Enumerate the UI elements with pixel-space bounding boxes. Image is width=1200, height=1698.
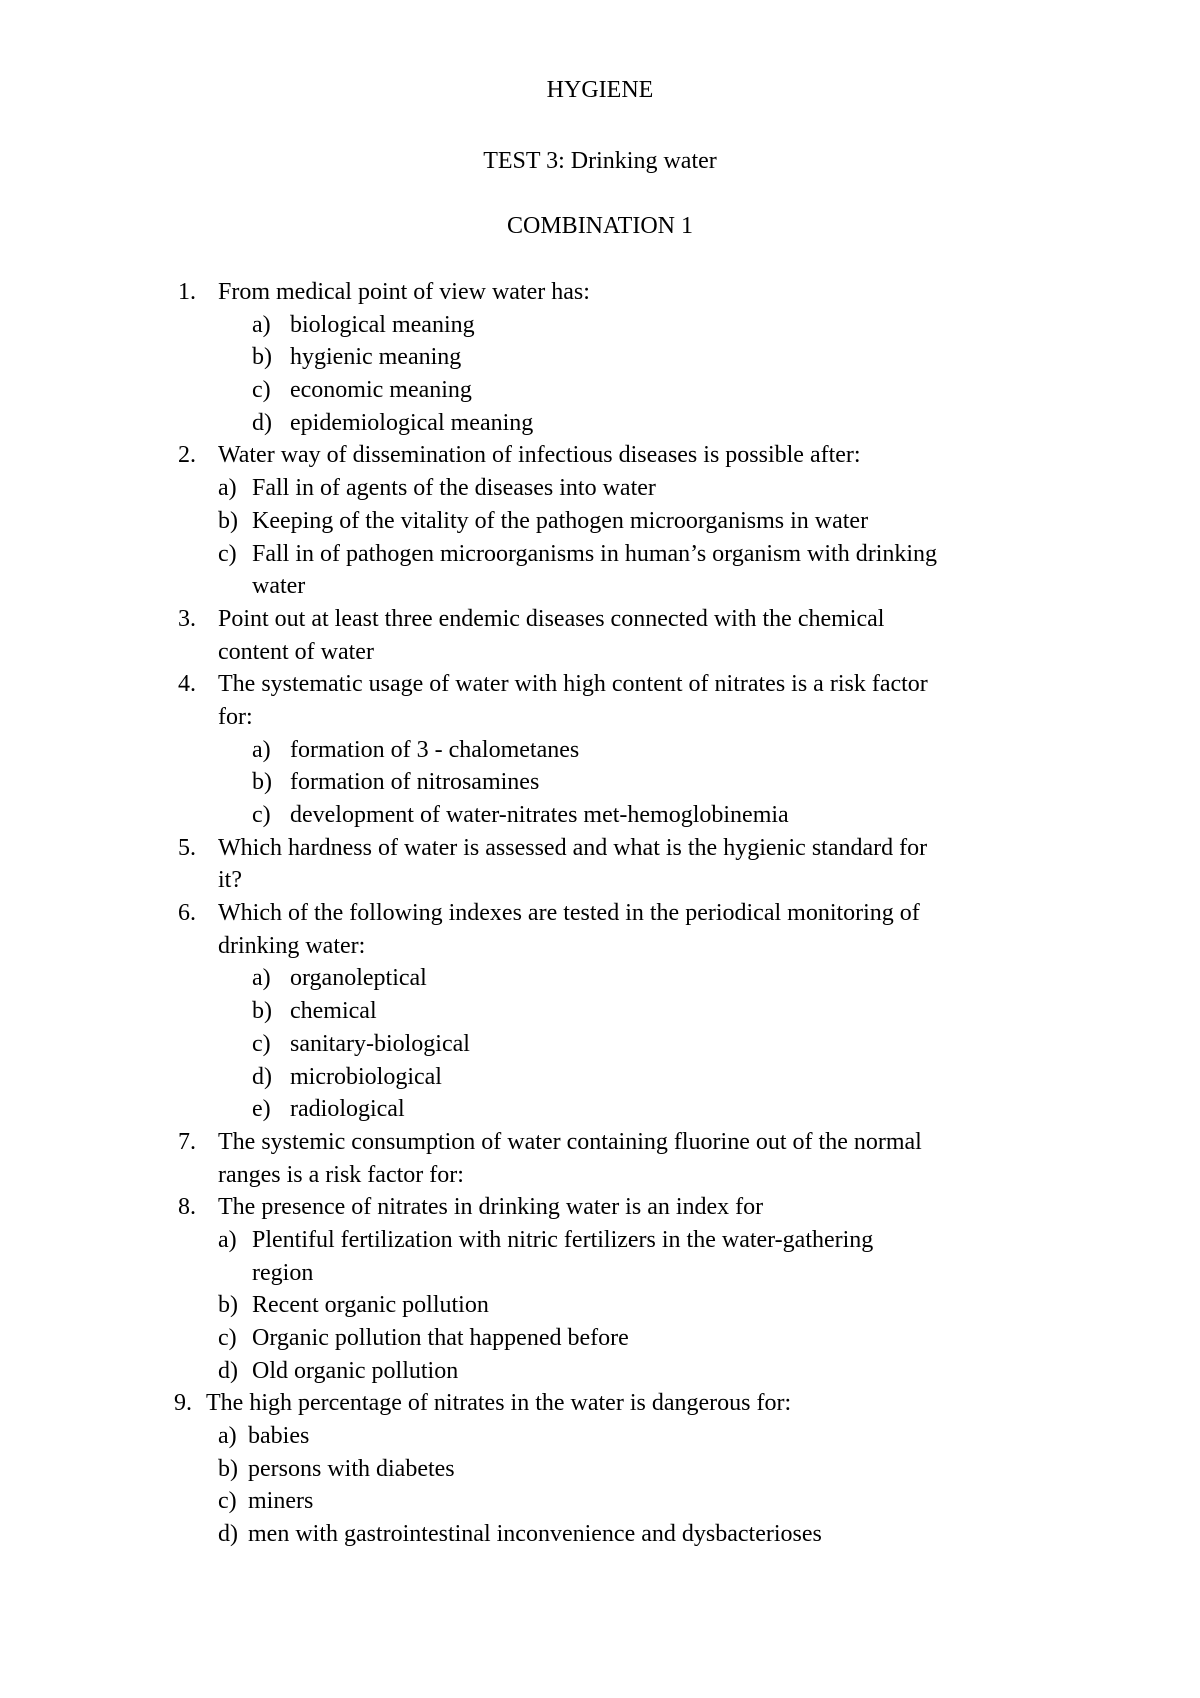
option-text: Keeping of the vitality of the pathogen microorganisms in water: [252, 507, 869, 534]
option: [0, 1322, 1200, 1355]
question-2: [0, 439, 1200, 472]
question-text: The systemic consumption of water containing fluorine out of the normal: [218, 1128, 922, 1155]
option-letter: b): [252, 769, 272, 796]
question-text: The high percentage of nitrates in the water is dangerous for:: [206, 1390, 792, 1417]
question-number: 7.: [178, 1128, 196, 1155]
option: [0, 1224, 1200, 1257]
option-text: Old organic pollution: [252, 1357, 459, 1384]
option-letter: b): [218, 1292, 238, 1319]
combination-title: COMBINATION 1: [507, 213, 693, 239]
question-text: Point out at least three endemic diseases connected with the chemical: [218, 605, 885, 632]
option: [0, 1093, 1200, 1126]
option-text: miners: [248, 1488, 314, 1515]
option-letter: d): [252, 409, 272, 436]
option-text: microbiological: [290, 1063, 442, 1090]
option: [0, 538, 1200, 571]
question-text: The systematic usage of water with high content of nitrates is a risk factor: [218, 671, 928, 698]
option-letter: e): [252, 1096, 271, 1123]
question-number: 4.: [178, 671, 196, 698]
option-text: region: [252, 1259, 314, 1286]
option-letter: c): [252, 1030, 271, 1057]
option-letter: d): [218, 1357, 238, 1384]
question-continuation: [0, 864, 1200, 897]
option-text: development of water-nitrates met-hemoglobinemia: [290, 802, 789, 828]
option: [0, 1485, 1200, 1518]
option-text: organoleptical: [290, 965, 427, 992]
document-title: HYGIENE: [546, 77, 654, 103]
option-text: persons with diabetes: [248, 1455, 455, 1482]
option-letter: a): [252, 965, 271, 992]
test-title: TEST 3: Drinking water: [483, 148, 717, 174]
question-5: [0, 832, 1200, 865]
question-list: [0, 276, 1200, 1551]
option-text: Fall in of pathogen microorganisms in human’s organism with drinking: [252, 540, 938, 567]
option-continuation: [0, 1257, 1200, 1290]
option: [0, 1061, 1200, 1094]
option: [0, 1453, 1200, 1486]
option-text: epidemiological meaning: [290, 409, 534, 436]
option-letter: a): [218, 475, 237, 502]
question-continuation: [0, 930, 1200, 963]
question-number: 3.: [178, 605, 196, 632]
option-letter: d): [252, 1063, 272, 1090]
option: [0, 962, 1200, 995]
question-text: From medical point of view water has:: [218, 279, 590, 305]
option-letter: b): [218, 1455, 238, 1482]
question-7: [0, 1126, 1200, 1159]
option: [0, 1028, 1200, 1061]
question-text: it?: [218, 867, 242, 894]
option-continuation: [0, 570, 1200, 603]
question-number: 5.: [178, 834, 196, 861]
option-letter: c): [252, 377, 271, 404]
question-text: drinking water:: [218, 932, 366, 959]
option-letter: a): [252, 736, 271, 763]
question-6: [0, 897, 1200, 930]
option: [0, 505, 1200, 538]
option-text: formation of nitrosamines: [290, 769, 540, 796]
option-text: water: [252, 573, 306, 600]
option-letter: c): [252, 802, 271, 828]
option: [0, 1518, 1200, 1551]
question-3: [0, 603, 1200, 636]
option: [0, 309, 1200, 342]
option-text: chemical: [290, 998, 377, 1025]
option: [0, 1289, 1200, 1322]
question-4: [0, 668, 1200, 701]
option: [0, 1420, 1200, 1453]
question-number: 2.: [178, 442, 196, 469]
option: [0, 734, 1200, 767]
option-letter: c): [218, 1325, 237, 1351]
question-number: 6.: [178, 900, 196, 927]
option-text: Plentiful fertilization with nitric fertilizers in the water-gathering: [252, 1226, 874, 1253]
question-text: ranges is a risk factor for:: [218, 1161, 464, 1188]
option-letter: b): [252, 344, 272, 371]
question-text: Which hardness of water is assessed and what is the hygienic standard for: [218, 834, 928, 861]
question-continuation: [0, 701, 1200, 734]
option-text: Recent organic pollution: [252, 1292, 489, 1319]
option: [0, 1355, 1200, 1388]
option-text: sanitary-biological: [290, 1030, 470, 1057]
option: [0, 341, 1200, 374]
option: [0, 472, 1200, 505]
option: [0, 407, 1200, 440]
question-continuation: [0, 1159, 1200, 1192]
option-letter: c): [218, 1488, 237, 1515]
option-text: radiological: [290, 1096, 405, 1123]
option-text: formation of 3 - chalometanes: [290, 736, 580, 763]
question-text: content of water: [218, 638, 374, 665]
question-8: [0, 1191, 1200, 1224]
question-number: 1.: [178, 279, 196, 305]
question-text: for:: [218, 703, 253, 730]
option-text: hygienic meaning: [290, 344, 462, 371]
option: [0, 766, 1200, 799]
question-text: The presence of nitrates in drinking water is an index for: [218, 1194, 764, 1221]
question-continuation: [0, 636, 1200, 669]
option-letter: d): [218, 1521, 238, 1548]
question-text: Which of the following indexes are tested in the periodical monitoring of: [218, 900, 920, 927]
option-text: men with gastrointestinal inconvenience and dysbacterioses: [248, 1521, 822, 1548]
question-1: [0, 276, 1200, 309]
option-letter: b): [252, 998, 272, 1025]
option-letter: a): [218, 1423, 237, 1450]
option-letter: b): [218, 507, 238, 534]
option-text: biological meaning: [290, 311, 475, 338]
option-letter: c): [218, 540, 237, 567]
option: [0, 995, 1200, 1028]
option-text: Organic pollution that happened before: [252, 1325, 629, 1351]
question-9: [0, 1387, 1200, 1420]
option: [0, 799, 1200, 832]
question-number: 8.: [178, 1194, 196, 1221]
option-letter: a): [218, 1226, 237, 1253]
question-text: Water way of dissemination of infectious diseases is possible after:: [218, 442, 861, 469]
option: [0, 374, 1200, 407]
option-text: Fall in of agents of the diseases into water: [252, 475, 656, 502]
option-text: babies: [248, 1423, 310, 1450]
option-text: economic meaning: [290, 377, 472, 404]
option-letter: a): [252, 311, 271, 338]
question-number: 9.: [174, 1390, 192, 1417]
